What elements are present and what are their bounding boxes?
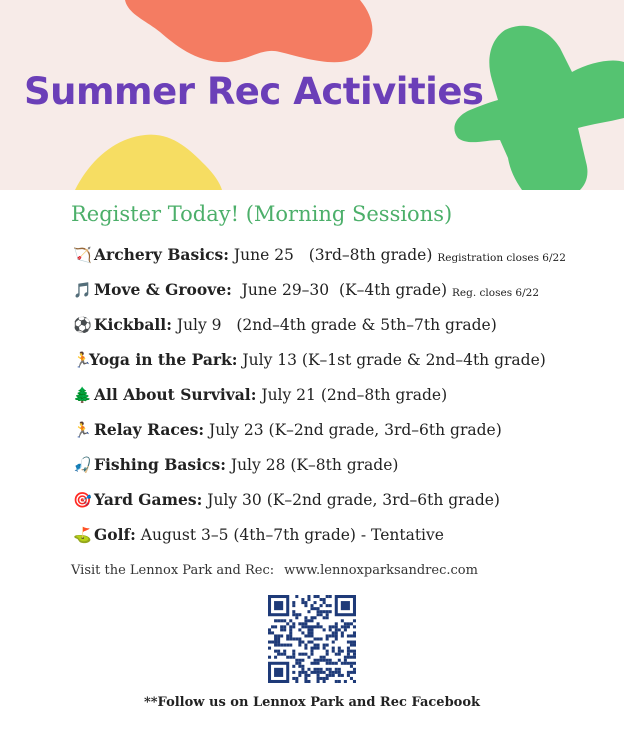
bow-and-arrow-icon: 🏹 — [73, 246, 92, 264]
website-link[interactable]: www.lennoxparksandrec.com — [284, 563, 478, 578]
activity-name: Fishing Basics: — [94, 455, 226, 474]
activity-details: July 9 (2nd–4th grade & 5th–7th grade) — [171, 316, 497, 334]
golf-flag-icon: ⛳ — [73, 526, 92, 544]
activities-list — [73, 244, 618, 559]
activity-details: July 23 (K–2nd grade, 3rd–6th grade) — [204, 421, 502, 439]
activity-details: August 3–5 (4th–7th grade) - Tentative — [135, 526, 444, 544]
activity-move-and-groove — [73, 279, 618, 314]
activity-name: Golf: — [94, 525, 136, 544]
register-heading: Register Today! (Morning Sessions) — [71, 202, 453, 226]
activity-name: Relay Races: — [94, 420, 205, 439]
visit-text: Visit the Lennox Park and Rec: — [71, 563, 275, 578]
musical-note-icon: 🎵 — [73, 281, 92, 299]
activity-note: Reg. closes 6/22 — [452, 287, 540, 299]
activity-yard-games — [73, 489, 618, 524]
activity-details: July 13 (K–1st grade & 2nd–4th grade) — [237, 351, 546, 369]
activity-details: July 21 (2nd–8th grade) — [256, 386, 448, 404]
activity-yoga — [73, 349, 618, 384]
activity-name: Move & Groove: — [94, 280, 232, 299]
activity-name: Archery Basics: — [94, 245, 229, 264]
coral-blob-shape — [125, 0, 372, 62]
activity-details: July 30 (K–2nd grade, 3rd–6th grade) — [202, 491, 500, 509]
activity-name: Yard Games: — [94, 490, 203, 509]
activity-details: July 28 (K–8th grade) — [225, 456, 399, 474]
activity-name: All About Survival: — [94, 385, 257, 404]
page-title: Summer Rec Activities — [24, 70, 484, 113]
activity-archery — [73, 244, 618, 279]
activity-note: Registration closes 6/22 — [437, 252, 566, 264]
target-icon: 🎯 — [73, 491, 92, 509]
evergreen-tree-icon: 🌲 — [73, 386, 92, 404]
activity-golf — [73, 524, 618, 559]
running-person-icon: 🏃 — [73, 351, 92, 369]
activity-survival — [73, 384, 618, 419]
yellow-blob-shape — [75, 135, 222, 190]
activity-details: June 29–30 (K–4th grade) — [231, 281, 453, 299]
soccer-ball-icon: ⚽ — [73, 316, 92, 334]
visit-line — [71, 563, 478, 578]
activity-name: Kickball: — [94, 315, 172, 334]
fishing-pole-icon: 🎣 — [73, 456, 92, 474]
activity-kickball — [73, 314, 618, 349]
activity-details: June 25 (3rd–8th grade) — [228, 246, 438, 264]
activity-relay-races — [73, 419, 618, 454]
activity-fishing — [73, 454, 618, 489]
activity-name: Yoga in the Park: — [89, 350, 238, 369]
running-person-icon: 🏃 — [73, 421, 92, 439]
facebook-follow-note: **Follow us on Lennox Park and Rec Facebook — [143, 695, 481, 710]
qr-code-icon[interactable] — [268, 595, 356, 683]
header-banner — [0, 0, 624, 190]
